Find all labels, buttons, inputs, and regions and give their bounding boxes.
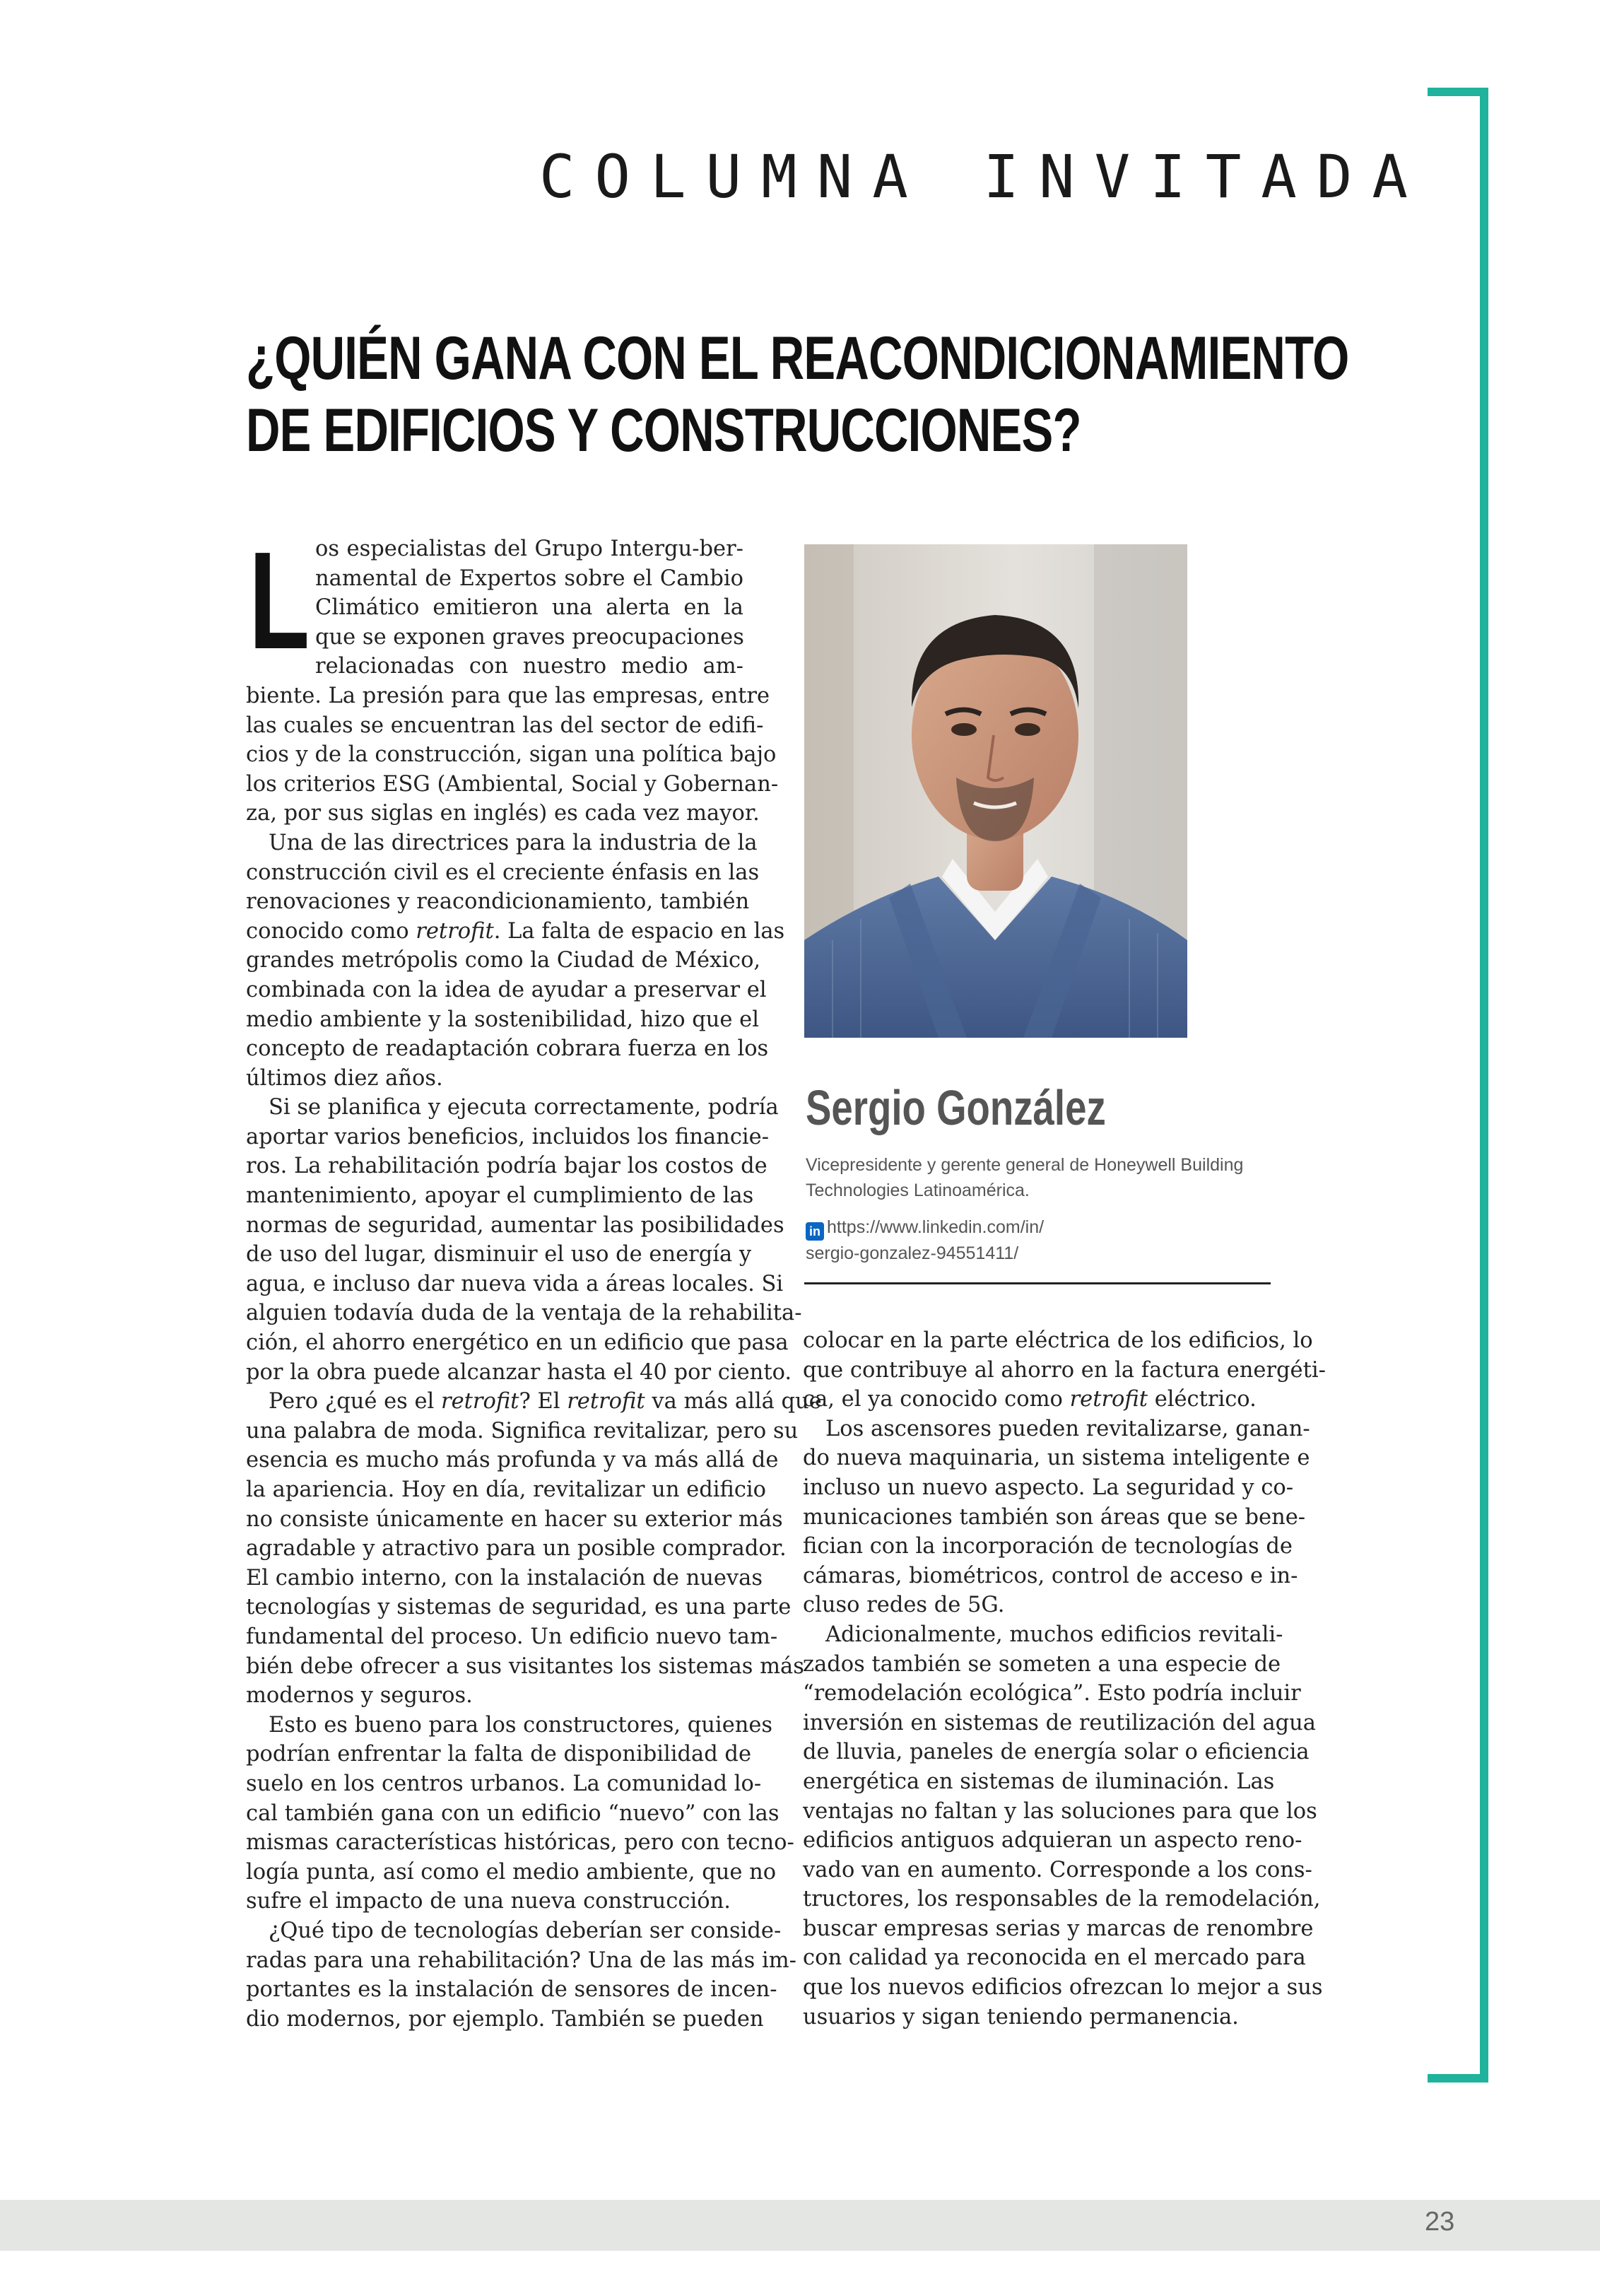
- left-column: [246, 523, 822, 2034]
- author-role: Vicepresidente y gerente general de Honeywell Building Technologies Latinoamérica.: [806, 1155, 1244, 1200]
- body-line: fician con la incorporación de tecnologías de: [803, 1534, 1293, 1559]
- body-line: do nueva maquinaria, un sistema inteligente e: [803, 1446, 1310, 1471]
- body-line: zados también se someten a una especie de: [803, 1651, 1281, 1677]
- body-line: usuarios y sigan teniendo permanencia.: [803, 2004, 1239, 2030]
- body-line: vado van en aumento. Corresponde a los cons-: [803, 1857, 1312, 1882]
- body-line: normas de seguridad, aumentar las posibilidades: [246, 1212, 784, 1238]
- headline-line-2: DE EDIFICIOS Y CONSTRUCCIONES?: [246, 397, 1081, 464]
- body-line: que se exponen graves preocupaciones: [315, 624, 744, 650]
- body-line: ción, el ahorro energético en un edificio que pasa: [246, 1330, 789, 1356]
- body-line: no consiste únicamente en hacer su exterior más: [246, 1506, 783, 1532]
- body-line: alguien todavía duda de la ventaja de la rehabilita-: [246, 1301, 802, 1326]
- drop-cap: L: [249, 523, 310, 678]
- body-line: energética en sistemas de iluminación. Las: [803, 1769, 1275, 1794]
- italic-term: retrofit: [416, 918, 494, 944]
- body-line: ventajas no faltan y las soluciones para que los: [803, 1798, 1317, 1824]
- body-line: grandes metrópolis como la Ciudad de México,: [246, 948, 761, 973]
- body-line: inversión en sistemas de reutilización del agua: [803, 1710, 1316, 1735]
- body-line: de uso del lugar, disminuir el uso de energía y: [246, 1242, 752, 1267]
- accent-bracket-bar: [1480, 88, 1488, 2083]
- page-number: 23: [1425, 2207, 1455, 2237]
- author-photo: [804, 544, 1187, 1038]
- footer-band: [0, 2200, 1600, 2251]
- body-line: combinada con la idea de ayudar a preservar el: [246, 977, 767, 1002]
- body-line: modernos y seguros.: [246, 1683, 473, 1709]
- article-headline: [246, 322, 1349, 467]
- body-line: tecnologías y sistemas de seguridad, es una parte: [246, 1595, 792, 1620]
- body-line: construcción civil es el creciente énfasis en las: [246, 860, 760, 885]
- right-column: [803, 1326, 1326, 2032]
- body-line: la apariencia. Hoy en día, revitalizar un edificio: [246, 1477, 767, 1502]
- linkedin-icon: in: [806, 1222, 824, 1241]
- italic-term: retrofit: [1069, 1387, 1148, 1412]
- body-line: renovaciones y reacondicionamiento, también: [246, 889, 750, 915]
- body-line: aportar varios beneficios, incluidos los financie-: [246, 1124, 770, 1149]
- body-line: portantes es la instalación de sensores de incen-: [246, 1977, 777, 2003]
- body-line: Si se planifica y ejecuta correctamente, podría: [269, 1095, 779, 1120]
- accent-bracket-bottom: [1428, 2074, 1488, 2083]
- body-line: Esto es bueno para los constructores, quienes: [269, 1712, 773, 1738]
- body-line: fundamental del proceso. Un edificio nuevo tam-: [246, 1624, 778, 1649]
- headline-line-1: ¿QUIÉN GANA CON EL REACONDICIONAMIENTO: [246, 324, 1349, 392]
- body-line: que los nuevos edificios ofrezcan lo mejor a sus: [803, 1975, 1323, 2001]
- body-line: medio ambiente y la sostenibilidad, hizo que el: [246, 1007, 759, 1032]
- body-line: ¿Qué tipo de tecnologías deberían ser conside-: [269, 1918, 782, 1943]
- body-line: concepto de readaptación cobrara fuerza en los: [246, 1036, 769, 1062]
- body-line: cal también gana con un edificio “nuevo” con las: [246, 1800, 780, 1826]
- body-line: “remodelación ecológica”. Esto podría incluir: [803, 1681, 1301, 1706]
- body-line: relacionadas con nuestro medio am-: [315, 654, 743, 679]
- body-line: Climático emitieron una alerta en la: [315, 595, 743, 621]
- body-line: últimos diez años.: [246, 1065, 443, 1091]
- body-line: edificios antiguos adquieran un aspecto reno-: [803, 1828, 1302, 1853]
- body-line: suelo en los centros urbanos. La comunidad lo-: [246, 1771, 762, 1796]
- italic-term: retrofit: [441, 1389, 519, 1414]
- body-line: mantenimiento, apoyar el cumplimiento de las: [246, 1183, 754, 1209]
- body-line: incluso un nuevo aspecto. La seguridad y co-: [803, 1475, 1294, 1500]
- body-line: que contribuye al ahorro en la factura energéti-: [803, 1357, 1326, 1383]
- body-line: sufre el impacto de una nueva construcción.: [246, 1889, 731, 1914]
- body-line: municaciones también son áreas que se bene-: [803, 1504, 1306, 1530]
- author-linkedin[interactable]: [806, 1214, 1300, 1266]
- body-line: cluso redes de 5G.: [803, 1593, 1005, 1618]
- body-line: agradable y atractivo para un posible comprador.: [246, 1536, 787, 1562]
- linkedin-url-line-2[interactable]: sergio-gonzalez-94551411/: [806, 1243, 1019, 1263]
- body-line: con calidad ya reconocida en el mercado para: [803, 1945, 1306, 1971]
- body-line: podrían enfrentar la falta de disponibilidad de: [246, 1742, 752, 1767]
- body-line: Adicionalmente, muchos edificios revitali-: [825, 1622, 1283, 1647]
- author-name: Sergio González: [806, 1080, 1106, 1135]
- body-line: dio modernos, por ejemplo. También se pueden: [246, 2006, 764, 2032]
- body-line: una palabra de moda. Significa revitalizar, pero su: [246, 1418, 799, 1443]
- body-line: las cuales se encuentran las del sector de edifi-: [246, 713, 764, 738]
- body-line: los criterios ESG (Ambiental, Social y Gobernan-: [246, 771, 779, 797]
- body-line: namental de Expertos sobre el Cambio: [315, 566, 743, 591]
- section-label: COLUMNA INVITADA: [539, 142, 1428, 211]
- body-line: cios y de la construcción, sigan una política bajo: [246, 742, 777, 768]
- body-line: colocar en la parte eléctrica de los edificios, lo: [803, 1328, 1313, 1353]
- italic-term: retrofit: [567, 1389, 645, 1414]
- body-line-retrofit: ca, el ya conocido como retrofit eléctrico.: [803, 1387, 1257, 1412]
- body-line: os especialistas del Grupo Intergu-ber-: [315, 537, 743, 561]
- body-line: Una de las directrices para la industria de la: [269, 830, 758, 855]
- body-line: bién debe ofrecer a sus visitantes los sistemas más: [246, 1653, 804, 1679]
- body-line: biente. La presión para que las empresas, entre: [246, 683, 770, 708]
- body-line: logía punta, así como el medio ambiente, que no: [246, 1859, 777, 1885]
- body-line: radas para una rehabilitación? Una de las más im-: [246, 1948, 796, 1973]
- body-line: tructores, los responsables de la remodelación,: [803, 1887, 1321, 1912]
- body-line: El cambio interno, con la instalación de nuevas: [246, 1565, 763, 1591]
- body-line-retrofit: conocido como retrofit. La falta de espacio en las: [246, 918, 785, 944]
- body-line: mismas características históricas, pero con tecno-: [246, 1830, 794, 1856]
- body-line: buscar empresas serias y marcas de renombre: [803, 1916, 1314, 1941]
- body-line: Los ascensores pueden revitalizarse, ganan-: [825, 1416, 1310, 1441]
- body-line: de lluvia, paneles de energía solar o eficiencia: [803, 1740, 1310, 1765]
- accent-bracket-top: [1428, 88, 1488, 96]
- body-line: esencia es mucho más profunda y va más allá de: [246, 1448, 779, 1473]
- body-line: agua, e incluso dar nueva vida a áreas locales. Si: [246, 1271, 784, 1296]
- body-line: ros. La rehabilitación podría bajar los costos de: [246, 1154, 767, 1179]
- body-line: cámaras, biométricos, control de acceso e in-: [803, 1563, 1298, 1588]
- linkedin-url-line-1[interactable]: https://www.linkedin.com/in/: [827, 1217, 1045, 1237]
- author-divider: [804, 1282, 1271, 1284]
- body-line: za, por sus siglas en inglés) es cada vez mayor.: [246, 801, 760, 826]
- body-line-retrofit: Pero ¿qué es el retrofit? El retrofit va más allá que: [269, 1389, 822, 1414]
- body-line: por la obra puede alcanzar hasta el 40 por ciento.: [246, 1359, 792, 1385]
